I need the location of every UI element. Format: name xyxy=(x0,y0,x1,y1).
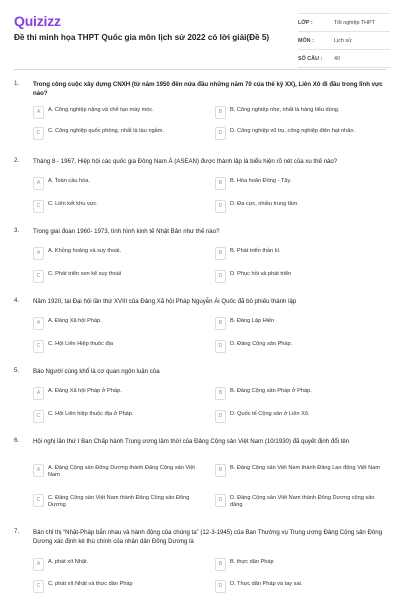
option-key: A xyxy=(33,177,44,190)
meta-key: MÔN : xyxy=(298,37,314,44)
option-key: B xyxy=(215,247,226,260)
worksheet-meta xyxy=(298,13,390,68)
option-text: C. Liên kết khu vực. xyxy=(48,201,98,207)
option-key: D xyxy=(215,580,226,593)
option-a[interactable] xyxy=(33,386,201,403)
option-text: C. Công nghiệp quốc phòng, nhất là tàu ngầm. xyxy=(48,128,164,134)
option-d[interactable] xyxy=(215,339,383,356)
option-key: C xyxy=(33,270,44,283)
option-key: A xyxy=(33,558,44,571)
option-key: B xyxy=(215,558,226,571)
option-key: C xyxy=(33,580,44,593)
meta-value: 40 xyxy=(334,55,340,62)
option-text: B. Đảng Cộng sản Pháp ở Pháp. xyxy=(230,388,312,394)
option-text: A. Đảng Xã hội Pháp ở Pháp. xyxy=(48,388,122,394)
option-text: D. Thực dân Pháp và tay sai. xyxy=(230,581,303,587)
option-key: A xyxy=(33,247,44,260)
question-text: Trong giai đoạn 1960- 1973, tình hình kinh tế Nhật Bản như thế nào? xyxy=(33,228,220,235)
question-number: 4. xyxy=(14,297,20,304)
question-number: 1. xyxy=(14,80,20,87)
option-d[interactable] xyxy=(215,269,383,286)
meta-key: LỚP : xyxy=(298,19,313,26)
option-key: B xyxy=(215,177,226,190)
option-text: B. thực dân Pháp xyxy=(230,559,274,565)
option-d[interactable] xyxy=(215,409,383,426)
option-text: D. Đa cực, nhiều trung tâm. xyxy=(230,201,299,207)
option-d[interactable] xyxy=(215,579,383,596)
question-text: Tháng 8 - 1967, Hiệp hội các quốc gia Đông Nam Á (ASEAN) được thành lập là biểu hiện rõ nét của xu thế nào? xyxy=(33,158,338,165)
option-b[interactable] xyxy=(215,176,383,193)
option-key: D xyxy=(215,127,226,140)
question-number: 7. xyxy=(14,528,20,535)
meta-value: Tốt nghiệp THPT xyxy=(334,19,375,26)
question-number: 6. xyxy=(14,437,20,444)
option-a[interactable] xyxy=(33,463,201,480)
option-key: C xyxy=(33,200,44,213)
option-key: D xyxy=(215,270,226,283)
option-text: D. Đảng Cộng sản Pháp. xyxy=(230,341,293,347)
option-text: C. Hội Liên hiệp thuộc địa ở Pháp. xyxy=(48,411,134,417)
option-a[interactable] xyxy=(33,246,201,263)
option-text: A. Công nghiệp nặng và chế tạo máy móc. xyxy=(48,107,154,113)
option-c[interactable] xyxy=(33,579,201,596)
option-text: D. Đảng Cộng sản Việt Nam thành Đông Dương cộng sản đảng xyxy=(230,495,375,509)
option-b[interactable] xyxy=(215,105,383,122)
question-text: Báo Người cùng khổ là cơ quan ngôn luận của xyxy=(33,368,160,375)
option-key: A xyxy=(33,317,44,330)
option-key: A xyxy=(33,106,44,119)
option-text: A. Đảng Xã hội Pháp. xyxy=(48,318,102,324)
question-text: Trong công cuộc xây dựng CNXH (từ năm 1950 đến nửa đầu những năm 70 của thế kỷ XX), Liên Xô đi đầu trong lĩnh vực nào? xyxy=(33,81,383,97)
page-title: Đề thi minh họa THPT Quốc gia môn lịch sử 2022 có lời giải(Đề 5) xyxy=(14,33,270,42)
meta-row-subject xyxy=(298,32,390,50)
option-key: B xyxy=(215,317,226,330)
option-text: A. Đảng Cộng sản Đông Dương thành Đảng Cộng sản Việt Nam xyxy=(48,465,195,479)
option-text: B. Hòa hoãn Đông - Tây. xyxy=(230,178,292,184)
meta-key: SỐ CÂU : xyxy=(298,55,323,62)
option-c[interactable] xyxy=(33,126,201,143)
option-key: A xyxy=(33,387,44,400)
option-key: C xyxy=(33,494,44,507)
option-text: A. Khủng hoảng và suy thoái. xyxy=(48,248,122,254)
option-key: D xyxy=(215,494,226,507)
option-key: B xyxy=(215,106,226,119)
meta-row-count xyxy=(298,50,390,68)
option-c[interactable] xyxy=(33,493,201,510)
question-text: Hội nghị lần thứ I Ban Chấp hành Trung ương lâm thời của Đảng Cộng sản Việt Nam (10/1930) đã quyết định đổi tên xyxy=(33,438,350,445)
option-d[interactable] xyxy=(215,199,383,216)
option-c[interactable] xyxy=(33,409,201,426)
option-c[interactable] xyxy=(33,269,201,286)
option-text: B. Đảng Cộng sản Việt Nam thành Đảng Lao động Việt Nam xyxy=(230,465,380,471)
option-text: B. Công nghiệp nhẹ, nhất là hàng tiêu dùng. xyxy=(230,107,340,113)
question-text: Năm 1920, tại Đại hội lần thứ XVIII của Đảng Xã hội Pháp Nguyễn Ái Quốc đã bỏ phiếu thành lập xyxy=(33,298,297,305)
option-key: D xyxy=(215,410,226,423)
option-text: C. Phát triển xen kẽ suy thoái xyxy=(48,271,122,277)
option-text: D. Công nghiệp vũ trụ, công nghiệp điện hạt nhân. xyxy=(230,128,356,134)
quizizz-logo: Quizizz xyxy=(14,13,61,29)
header-divider xyxy=(14,69,386,70)
question-number: 2. xyxy=(14,157,20,164)
option-key: B xyxy=(215,464,226,477)
option-b[interactable] xyxy=(215,316,383,333)
option-b[interactable] xyxy=(215,463,383,480)
option-a[interactable] xyxy=(33,557,201,574)
option-key: B xyxy=(215,387,226,400)
option-c[interactable] xyxy=(33,199,201,216)
option-b[interactable] xyxy=(215,557,383,574)
option-key: D xyxy=(215,340,226,353)
meta-row-class xyxy=(298,13,390,32)
option-a[interactable] xyxy=(33,316,201,333)
option-text: D. Phục hồi và phát triển xyxy=(230,271,292,277)
option-text: B. Đảng Lập Hiến xyxy=(230,318,275,324)
option-key: D xyxy=(215,200,226,213)
question-number: 5. xyxy=(14,367,20,374)
option-a[interactable] xyxy=(33,176,201,193)
meta-value: Lịch sử xyxy=(334,37,352,44)
option-text: C. Hội Liên Hiệp thuộc địa xyxy=(48,341,113,347)
option-c[interactable] xyxy=(33,339,201,356)
option-text: B. Phát triển thần kì. xyxy=(230,248,281,254)
option-key: A xyxy=(33,464,44,477)
worksheet-header xyxy=(0,0,400,68)
question-text: Bản chỉ thị “Nhật-Pháp bắn nhau và hành động của chúng ta” (12-3-1945) của Ban Thường vụ Trung ương Đảng Cộng sản Đông Dương xác định kẻ thù chính của nhân dân Đông Dương là xyxy=(33,529,383,545)
option-text: C. phát xít Nhật và thực dân Pháp xyxy=(48,581,133,587)
option-text: D. Quốc tế Cộng sản ở Liên Xô. xyxy=(230,411,310,417)
option-text: C. Đảng Cộng sản Việt Nam thành Đảng Cộng sản Đông Dương xyxy=(48,495,190,509)
option-text: A. phát xít Nhật. xyxy=(48,559,89,565)
option-text: A. Toàn cầu hóa. xyxy=(48,178,90,184)
option-a[interactable] xyxy=(33,105,201,122)
question-number: 3. xyxy=(14,227,20,234)
option-d[interactable] xyxy=(215,126,383,143)
option-key: C xyxy=(33,127,44,140)
option-b[interactable] xyxy=(215,246,383,263)
option-b[interactable] xyxy=(215,386,383,403)
option-d[interactable] xyxy=(215,493,383,510)
option-key: C xyxy=(33,410,44,423)
option-key: C xyxy=(33,340,44,353)
